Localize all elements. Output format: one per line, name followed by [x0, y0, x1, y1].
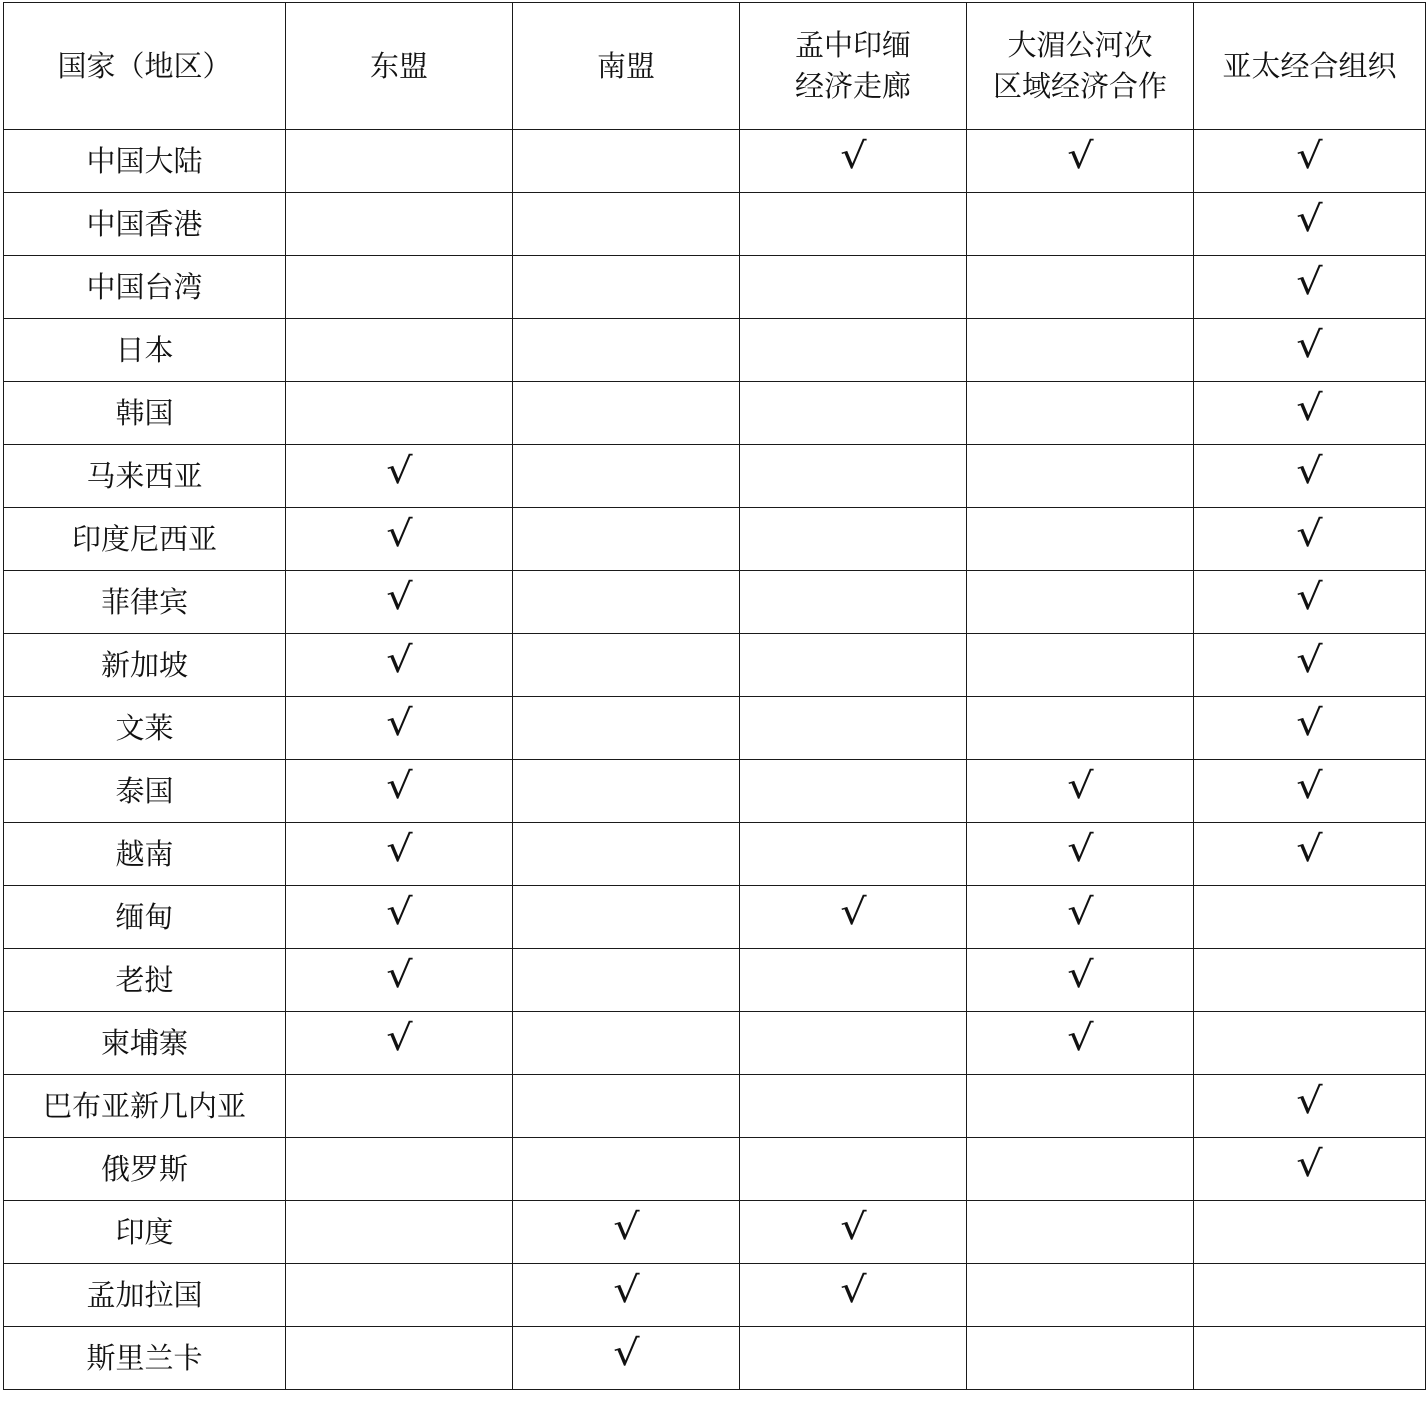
check-icon: √ [1296, 451, 1323, 492]
table-row [4, 319, 1426, 382]
membership-cell-apec [1194, 130, 1426, 193]
membership-cell-apec [1194, 256, 1426, 319]
membership-cell-saarc [513, 193, 740, 256]
membership-cell-apec [1194, 949, 1426, 1012]
table-row [4, 697, 1426, 760]
membership-cell-gms-cooperation [967, 1264, 1194, 1327]
header-label: 东盟 [369, 48, 428, 83]
check-icon: √ [1066, 955, 1094, 996]
check-icon: √ [1066, 136, 1094, 177]
table-row [4, 760, 1426, 823]
membership-cell-saarc [513, 445, 740, 508]
membership-cell-saarc [513, 571, 740, 634]
membership-cell-apec [1194, 382, 1426, 445]
membership-cell-saarc [513, 1075, 740, 1138]
table-row [4, 1012, 1426, 1075]
check-icon: √ [1296, 703, 1323, 744]
country-name-cell: 新加坡 [4, 634, 286, 697]
membership-cell-asean [286, 1138, 513, 1201]
membership-cell-bcim-corridor [740, 508, 967, 571]
membership-cell-apec [1194, 697, 1426, 760]
membership-cell-bcim-corridor [740, 823, 967, 886]
membership-cell-gms-cooperation [967, 760, 1194, 823]
membership-cell-saarc [513, 130, 740, 193]
membership-cell-bcim-corridor [740, 1264, 967, 1327]
table-row [4, 382, 1426, 445]
table-row [4, 1201, 1426, 1264]
table-row [4, 256, 1426, 319]
membership-cell-apec [1194, 319, 1426, 382]
check-icon: √ [612, 1207, 640, 1248]
membership-cell-gms-cooperation [967, 634, 1194, 697]
membership-cell-apec [1194, 1327, 1426, 1390]
membership-cell-apec [1194, 1201, 1426, 1264]
membership-cell-apec [1194, 193, 1426, 256]
membership-cell-gms-cooperation [967, 1327, 1194, 1390]
membership-cell-asean [286, 1264, 513, 1327]
membership-cell-saarc [513, 1201, 740, 1264]
membership-cell-saarc [513, 382, 740, 445]
table-row [4, 634, 1426, 697]
membership-cell-bcim-corridor [740, 1075, 967, 1138]
membership-cell-saarc [513, 1264, 740, 1327]
membership-cell-asean [286, 382, 513, 445]
check-icon: √ [385, 1018, 413, 1059]
membership-cell-apec [1194, 760, 1426, 823]
check-icon: √ [385, 577, 413, 618]
membership-cell-apec [1194, 571, 1426, 634]
membership-cell-bcim-corridor [740, 193, 967, 256]
membership-cell-asean [286, 193, 513, 256]
membership-cell-bcim-corridor [740, 886, 967, 949]
membership-cell-saarc [513, 886, 740, 949]
table-row [4, 130, 1426, 193]
country-name-cell: 巴布亚新几内亚 [4, 1075, 286, 1138]
membership-cell-gms-cooperation [967, 697, 1194, 760]
header-label: 南盟 [596, 48, 655, 83]
membership-cell-apec [1194, 508, 1426, 571]
membership-cell-apec [1194, 1075, 1426, 1138]
table-row [4, 1075, 1426, 1138]
membership-cell-asean [286, 697, 513, 760]
country-name-cell: 马来西亚 [4, 445, 286, 508]
membership-cell-gms-cooperation [967, 445, 1194, 508]
membership-cell-bcim-corridor [740, 697, 967, 760]
membership-cell-bcim-corridor [740, 1012, 967, 1075]
membership-cell-apec [1194, 886, 1426, 949]
membership-cell-saarc [513, 634, 740, 697]
membership-cell-apec [1194, 1264, 1426, 1327]
check-icon: √ [1296, 199, 1323, 240]
header-saarc [513, 3, 740, 130]
membership-cell-asean [286, 130, 513, 193]
membership-cell-gms-cooperation [967, 886, 1194, 949]
country-name-cell: 印度 [4, 1201, 286, 1264]
membership-cell-bcim-corridor [740, 130, 967, 193]
membership-cell-gms-cooperation [967, 508, 1194, 571]
table-row [4, 823, 1426, 886]
membership-cell-bcim-corridor [740, 1327, 967, 1390]
check-icon: √ [1296, 577, 1323, 618]
check-icon: √ [385, 451, 413, 492]
country-name-cell: 韩国 [4, 382, 286, 445]
membership-cell-asean [286, 508, 513, 571]
check-icon: √ [1066, 1018, 1094, 1059]
table-row [4, 949, 1426, 1012]
header-bcim-corridor [740, 3, 967, 130]
country-name-cell: 老挝 [4, 949, 286, 1012]
check-icon: √ [1296, 766, 1323, 807]
check-icon: √ [1296, 262, 1323, 303]
country-name-cell: 日本 [4, 319, 286, 382]
check-icon: √ [1296, 136, 1323, 177]
check-icon: √ [839, 1207, 867, 1248]
membership-cell-asean [286, 1075, 513, 1138]
table-body [4, 130, 1426, 1390]
country-name-cell: 俄罗斯 [4, 1138, 286, 1201]
membership-cell-asean [286, 445, 513, 508]
membership-cell-apec [1194, 445, 1426, 508]
membership-cell-gms-cooperation [967, 193, 1194, 256]
check-icon: √ [839, 892, 867, 933]
check-icon: √ [385, 640, 413, 681]
membership-cell-gms-cooperation [967, 130, 1194, 193]
country-name-cell: 柬埔寨 [4, 1012, 286, 1075]
membership-cell-gms-cooperation [967, 823, 1194, 886]
membership-cell-bcim-corridor [740, 445, 967, 508]
membership-cell-bcim-corridor [740, 1201, 967, 1264]
country-name-cell: 文莱 [4, 697, 286, 760]
country-name-cell: 斯里兰卡 [4, 1327, 286, 1390]
membership-cell-apec [1194, 634, 1426, 697]
membership-cell-asean [286, 319, 513, 382]
membership-cell-bcim-corridor [740, 634, 967, 697]
membership-cell-bcim-corridor [740, 760, 967, 823]
membership-cell-bcim-corridor [740, 571, 967, 634]
header-apec [1194, 3, 1426, 130]
membership-cell-saarc [513, 823, 740, 886]
check-icon: √ [612, 1333, 640, 1374]
header-gms-cooperation [967, 3, 1194, 130]
table-row [4, 508, 1426, 571]
membership-cell-asean [286, 1201, 513, 1264]
membership-cell-gms-cooperation [967, 571, 1194, 634]
check-icon: √ [385, 955, 413, 996]
check-icon: √ [1066, 892, 1094, 933]
membership-cell-asean [286, 634, 513, 697]
membership-cell-saarc [513, 1012, 740, 1075]
membership-cell-asean [286, 886, 513, 949]
table-row [4, 445, 1426, 508]
check-icon: √ [385, 892, 413, 933]
check-icon: √ [1296, 1144, 1323, 1185]
check-icon: √ [1296, 514, 1323, 555]
country-name-cell: 中国香港 [4, 193, 286, 256]
table-row [4, 193, 1426, 256]
membership-cell-asean [286, 1327, 513, 1390]
membership-cell-bcim-corridor [740, 1138, 967, 1201]
membership-cell-asean [286, 949, 513, 1012]
country-name-cell: 缅甸 [4, 886, 286, 949]
header-asean [286, 3, 513, 130]
membership-cell-saarc [513, 508, 740, 571]
check-icon: √ [1296, 325, 1323, 366]
membership-cell-gms-cooperation [967, 1075, 1194, 1138]
membership-cell-gms-cooperation [967, 256, 1194, 319]
membership-cell-bcim-corridor [740, 382, 967, 445]
header-label: 大湄公河次 区域经济合作 [992, 28, 1167, 103]
membership-cell-saarc [513, 1327, 740, 1390]
check-icon: √ [1296, 1081, 1323, 1122]
membership-cell-asean [286, 760, 513, 823]
header-label: 亚太经合组织 [1222, 48, 1397, 83]
country-name-cell: 中国大陆 [4, 130, 286, 193]
membership-cell-saarc [513, 949, 740, 1012]
country-name-cell: 越南 [4, 823, 286, 886]
membership-cell-saarc [513, 256, 740, 319]
membership-cell-gms-cooperation [967, 382, 1194, 445]
table-row [4, 1327, 1426, 1390]
check-icon: √ [1296, 640, 1323, 681]
table-row [4, 571, 1426, 634]
membership-cell-asean [286, 1012, 513, 1075]
check-icon: √ [385, 703, 413, 744]
header-label: 孟中印缅 经济走廊 [794, 28, 911, 103]
check-icon: √ [385, 766, 413, 807]
membership-cell-bcim-corridor [740, 949, 967, 1012]
membership-cell-bcim-corridor [740, 256, 967, 319]
check-icon: √ [385, 829, 413, 870]
header-row [4, 3, 1426, 130]
membership-cell-saarc [513, 1138, 740, 1201]
membership-cell-gms-cooperation [967, 1138, 1194, 1201]
membership-cell-gms-cooperation [967, 1012, 1194, 1075]
table-header [4, 3, 1426, 130]
membership-cell-apec [1194, 823, 1426, 886]
membership-cell-asean [286, 823, 513, 886]
table-row [4, 1264, 1426, 1327]
membership-table [3, 2, 1426, 1390]
membership-cell-apec [1194, 1138, 1426, 1201]
check-icon: √ [612, 1270, 640, 1311]
country-name-cell: 菲律宾 [4, 571, 286, 634]
membership-cell-asean [286, 571, 513, 634]
check-icon: √ [1296, 388, 1323, 429]
membership-cell-saarc [513, 319, 740, 382]
check-icon: √ [1066, 766, 1094, 807]
membership-cell-saarc [513, 760, 740, 823]
membership-cell-gms-cooperation [967, 319, 1194, 382]
check-icon: √ [839, 1270, 867, 1311]
membership-cell-gms-cooperation [967, 949, 1194, 1012]
country-name-cell: 中国台湾 [4, 256, 286, 319]
check-icon: √ [839, 136, 867, 177]
membership-cell-bcim-corridor [740, 319, 967, 382]
membership-cell-gms-cooperation [967, 1201, 1194, 1264]
check-icon: √ [385, 514, 413, 555]
table-row [4, 1138, 1426, 1201]
header-country-region [4, 3, 286, 130]
country-name-cell: 印度尼西亚 [4, 508, 286, 571]
country-name-cell: 孟加拉国 [4, 1264, 286, 1327]
check-icon: √ [1066, 829, 1094, 870]
country-name-cell: 泰国 [4, 760, 286, 823]
membership-cell-asean [286, 256, 513, 319]
table-row [4, 886, 1426, 949]
membership-cell-apec [1194, 1012, 1426, 1075]
membership-cell-saarc [513, 697, 740, 760]
header-label: 国家（地区） [57, 48, 232, 83]
check-icon: √ [1296, 829, 1323, 870]
